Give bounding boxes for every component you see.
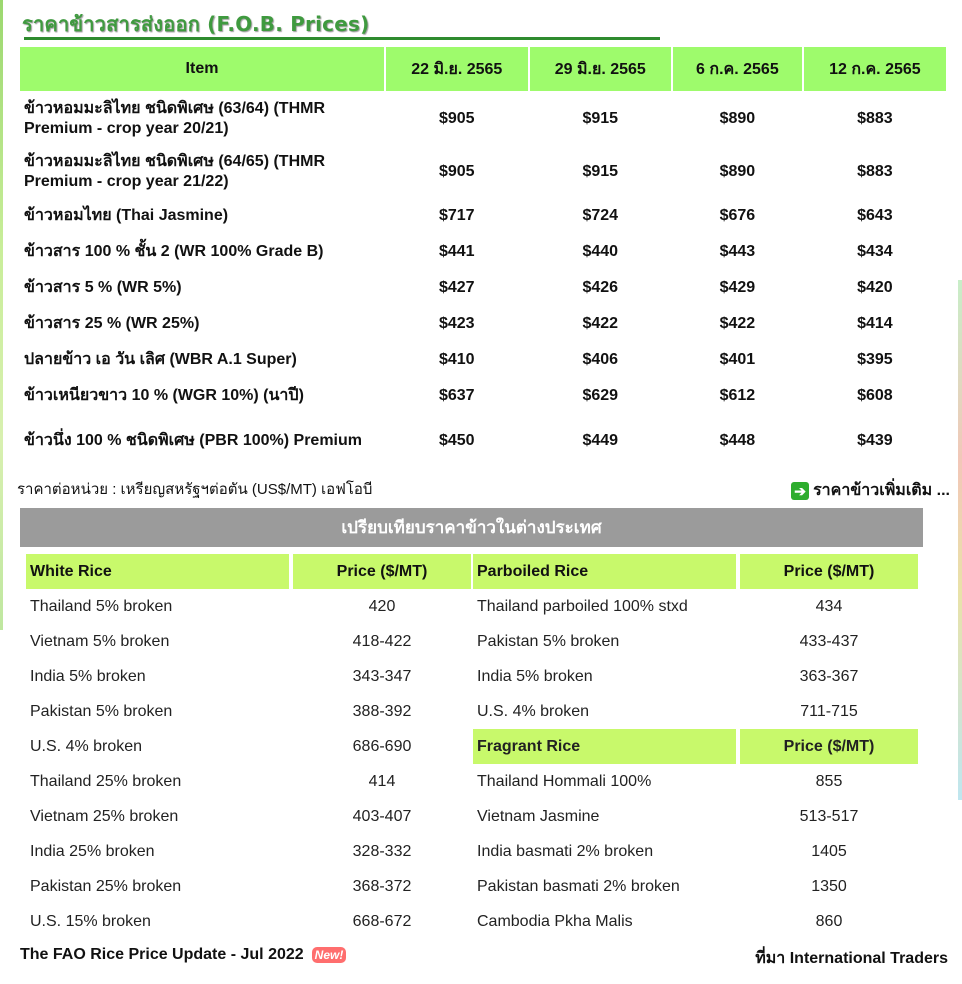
fragrant-rice-header-name: Fragrant Rice <box>473 729 736 764</box>
header-date-1: 22 มิ.ย. 2565 <box>386 47 528 91</box>
table-row <box>20 415 946 466</box>
rice-price: 513-517 <box>799 807 859 825</box>
rice-name: Thailand parboiled 100% stxd <box>477 597 688 615</box>
header-item: Item <box>20 47 384 91</box>
parboiled-rice-header <box>473 554 918 589</box>
new-badge: New! <box>312 947 347 963</box>
rice-name: India 25% broken <box>30 842 155 860</box>
fob-section-title: ราคาข้าวสารส่งออก (F.O.B. Prices) <box>22 12 370 36</box>
rice-price: 855 <box>815 772 843 790</box>
price-cell: $406 <box>582 351 619 368</box>
unit-note: ราคาต่อหน่วย : เหรียญสหรัฐฯต่อตัน (US$/MT) เอฟโอบี <box>17 481 373 498</box>
rice-name: Vietnam Jasmine <box>477 807 600 825</box>
table-row <box>26 764 471 799</box>
price-cell: $440 <box>582 243 619 260</box>
table-row <box>473 694 918 729</box>
rice-price: 1350 <box>811 877 847 895</box>
price-cell: $676 <box>719 207 756 224</box>
fob-header-row <box>20 47 946 91</box>
rice-item: ข้าวสาร 5 % (WR 5%) <box>24 279 182 296</box>
table-row <box>473 624 918 659</box>
source-credit: ที่มา International Traders <box>755 950 948 967</box>
table-row <box>20 307 946 341</box>
price-cell: $612 <box>719 387 756 404</box>
rice-name: India 5% broken <box>477 667 593 685</box>
rice-name: Pakistan 25% broken <box>30 877 182 895</box>
rice-price: 668-672 <box>352 912 412 930</box>
parboiled-rice-header-price: Price ($/MT) <box>740 554 918 589</box>
header-date-3: 6 ก.ค. 2565 <box>673 47 802 91</box>
table-row <box>473 904 918 939</box>
more-prices-link[interactable] <box>791 478 950 503</box>
rice-price: 686-690 <box>352 737 412 755</box>
rice-price: 368-372 <box>352 877 412 895</box>
rice-price: 433-437 <box>799 632 859 650</box>
arrow-right-icon: ➔ <box>791 482 809 500</box>
fob-price-table <box>18 45 948 468</box>
rice-name: Thailand Hommali 100% <box>477 772 652 790</box>
parboiled-fragrant-table <box>469 554 922 939</box>
rice-price: 363-367 <box>799 667 859 685</box>
right-edge-decoration <box>958 280 962 800</box>
rice-price: 860 <box>815 912 843 930</box>
white-rice-header-price: Price ($/MT) <box>293 554 471 589</box>
rice-item: ข้าวหอมมะลิไทย ชนิดพิเศษ (63/64) (THMR Premium - crop year 20/21) <box>24 99 325 137</box>
table-row <box>20 199 946 233</box>
price-cell: $449 <box>582 431 619 449</box>
table-row <box>20 343 946 377</box>
rice-item: ข้าวหอมไทย (Thai Jasmine) <box>24 207 229 224</box>
table-row <box>26 624 471 659</box>
rice-price: 418-422 <box>352 632 412 650</box>
price-cell: $422 <box>719 315 756 332</box>
price-cell: $420 <box>857 279 893 296</box>
price-cell: $883 <box>857 109 893 127</box>
price-cell: $410 <box>438 351 475 368</box>
white-rice-header-name: White Rice <box>26 554 289 589</box>
title-underline <box>24 37 660 40</box>
rice-name: Cambodia Pkha Malis <box>477 912 633 930</box>
price-cell: $915 <box>582 162 619 180</box>
table-row <box>26 904 471 939</box>
rice-name: Thailand 25% broken <box>30 772 182 790</box>
rice-name: Vietnam 25% broken <box>30 807 179 825</box>
price-cell: $439 <box>857 431 893 449</box>
rice-price: 388-392 <box>352 702 412 720</box>
rice-name: Thailand 5% broken <box>30 597 173 615</box>
price-cell: $883 <box>857 162 893 180</box>
table-row <box>20 379 946 413</box>
price-cell: $905 <box>438 109 475 127</box>
rice-item: ข้าวนึ่ง 100 % ชนิดพิเศษ (PBR 100%) Premium <box>24 431 362 449</box>
rice-price: 1405 <box>811 842 847 860</box>
price-cell: $434 <box>857 243 893 260</box>
rice-item: ปลายข้าว เอ วัน เลิศ (WBR A.1 Super) <box>24 351 297 368</box>
rice-name: Pakistan 5% broken <box>30 702 173 720</box>
rice-price: 414 <box>368 772 396 790</box>
price-cell: $450 <box>438 431 475 449</box>
table-row <box>26 869 471 904</box>
table-row <box>473 869 918 904</box>
price-cell: $608 <box>857 387 893 404</box>
table-row <box>20 235 946 269</box>
rice-name: U.S. 4% broken <box>30 737 143 755</box>
table-row <box>26 799 471 834</box>
price-cell: $448 <box>719 431 756 449</box>
rice-price: 711-715 <box>800 702 858 720</box>
price-cell: $395 <box>857 351 893 368</box>
table-row <box>20 271 946 305</box>
price-cell: $724 <box>582 207 619 224</box>
rice-item: ข้าวหอมมะลิไทย ชนิดพิเศษ (64/65) (THMR Premium - crop year 21/22) <box>24 152 325 190</box>
rice-name: U.S. 4% broken <box>477 702 590 720</box>
price-cell: $426 <box>582 279 619 296</box>
table-row <box>473 659 918 694</box>
price-cell: $717 <box>438 207 475 224</box>
rice-name: Pakistan 5% broken <box>477 632 620 650</box>
parboiled-rice-header-name: Parboiled Rice <box>473 554 736 589</box>
price-cell: $629 <box>582 387 619 404</box>
rice-item: ข้าวสาร 25 % (WR 25%) <box>24 315 200 332</box>
price-cell: $643 <box>857 207 893 224</box>
rice-name: Pakistan basmati 2% broken <box>477 877 680 895</box>
rice-price: 343-347 <box>352 667 412 685</box>
rice-price: 434 <box>815 597 843 615</box>
price-cell: $429 <box>719 279 756 296</box>
more-prices-label: ราคาข้าวเพิ่มเติม ... <box>813 482 950 499</box>
price-cell: $441 <box>438 243 475 260</box>
table-row <box>473 764 918 799</box>
rice-price: 328-332 <box>352 842 412 860</box>
rice-name: India 5% broken <box>30 667 146 685</box>
fao-update-label: The FAO Rice Price Update - Jul 2022 <box>20 946 304 963</box>
fragrant-rice-header <box>473 729 918 764</box>
table-row <box>20 146 946 197</box>
fao-update-link[interactable] <box>20 946 346 964</box>
price-cell: $905 <box>438 162 475 180</box>
compare-section-title: เปรียบเทียบราคาข้าวในต่างประเทศ <box>20 508 923 547</box>
price-cell: $443 <box>719 243 756 260</box>
price-cell: $890 <box>719 109 756 127</box>
table-row <box>473 834 918 869</box>
table-row <box>26 694 471 729</box>
rice-item: ข้าวเหนียวขาว 10 % (WGR 10%) (นาปี) <box>24 387 304 404</box>
price-cell: $422 <box>582 315 619 332</box>
rice-price: 420 <box>368 597 396 615</box>
header-date-2: 29 มิ.ย. 2565 <box>530 47 672 91</box>
price-cell: $423 <box>438 315 475 332</box>
price-cell: $890 <box>719 162 756 180</box>
header-date-4: 12 ก.ค. 2565 <box>804 47 946 91</box>
rice-name: U.S. 15% broken <box>30 912 151 930</box>
table-row <box>473 589 918 624</box>
price-cell: $401 <box>719 351 756 368</box>
price-cell: $637 <box>438 387 475 404</box>
table-row <box>26 589 471 624</box>
rice-name: Vietnam 5% broken <box>30 632 170 650</box>
rice-item: ข้าวสาร 100 % ชั้น 2 (WR 100% Grade B) <box>24 243 324 260</box>
price-cell: $414 <box>857 315 893 332</box>
table-row <box>20 93 946 144</box>
rice-price: 403-407 <box>352 807 412 825</box>
table-row <box>26 834 471 869</box>
rice-name: India basmati 2% broken <box>477 842 654 860</box>
table-row <box>473 799 918 834</box>
price-cell: $427 <box>438 279 475 296</box>
white-rice-header <box>26 554 471 589</box>
price-cell: $915 <box>582 109 619 127</box>
left-edge-decoration <box>0 0 3 630</box>
table-row <box>26 729 471 764</box>
white-rice-table <box>22 554 475 939</box>
fragrant-rice-header-price: Price ($/MT) <box>740 729 918 764</box>
table-row <box>26 659 471 694</box>
